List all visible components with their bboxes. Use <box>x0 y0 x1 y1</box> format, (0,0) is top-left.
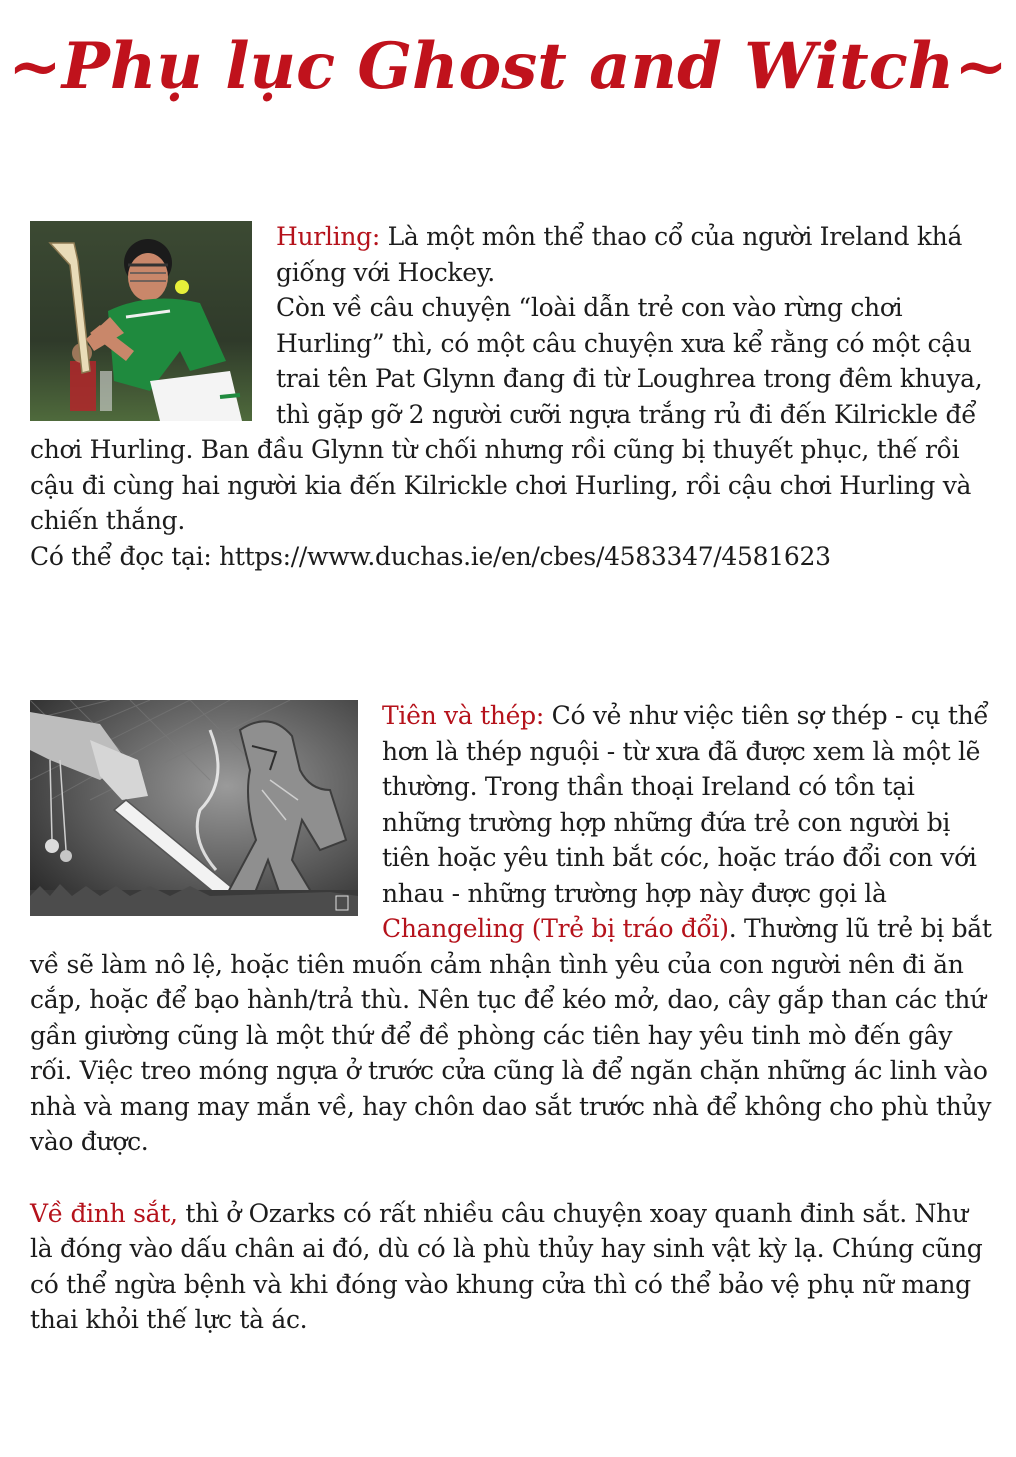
changeling-term: Changeling (Trẻ bị tráo đổi) <box>382 914 729 943</box>
fairy-steel-section <box>30 698 992 1338</box>
hurling-story-text: Còn về câu chuyện “loài dẫn trẻ con vào rừng chơi Hurling” thì, có một câu chuyện xưa kể rằng có một cậu trai tên Pat Glynn đang đi từ Loughrea trong đêm khuya, thì gặp gỡ 2 người cưỡi ngựa trắng rủ đi đến Kilrickle để chơi Hurling. Ban đầu Glynn từ chối nhưng rồi cũng bị thuyết phục, thế rồi cậu đi cùng hai người kia đến Kilrickle chơi Hurling, rồi cậu chơi Hurling và chiến thắng. <box>30 293 983 535</box>
fairy-steel-heading: Tiên và thép: <box>382 701 544 730</box>
hurling-source-text: Có thể đọc tại: https://www.duchas.ie/en/cbes/4583347/4581623 <box>30 541 831 571</box>
iron-nails-text: thì ở Ozarks có rất nhiều câu chuyện xoay quanh đinh sắt. Như là đóng vào dấu chân ai đó, dù có là phù thủy hay sinh vật kỳ lạ. Chúng cũng có thể ngừa bệnh và khi đóng vào khung cửa thì có thể bảo vệ phụ nữ mang thai khỏi thế lực tà ác. <box>30 1198 983 1334</box>
hurling-heading: Hurling: <box>276 222 380 251</box>
page-title: ~Phụ lục Ghost and Witch~ <box>8 29 1008 104</box>
iron-nails-heading: Về đinh sắt, <box>30 1198 178 1228</box>
hurling-player-image <box>30 221 252 421</box>
fairy-steel-text: Có vẻ như việc tiên sợ thép - cụ thể hơn là thép nguội - từ xưa đã được xem là một lẽ thường. Trong thần thoại Ireland có tồn tại những trường hợp những đứa trẻ con người bị tiên hoặc yêu tinh bắt cóc, hoặc tráo đổi con với nhau - những trường hợp này được gọi là <box>382 701 989 908</box>
hurling-section <box>30 219 992 574</box>
hurling-intro-text: Là một môn thể thao cổ của người Ireland khá giống với Hockey. <box>276 222 963 287</box>
changeling-text: . Thường lũ trẻ bị bắt về sẽ làm nô lệ, hoặc tiên muốn cảm nhận tình yêu của con người nên đi ăn cắp, hoặc để bạo hành/trả thù. Nên tục để kéo mở, dao, cây gắp than các thứ gần giường cũng là một thứ để đề phòng các tiên hay yêu tinh mò đến gây rối. Việc treo móng ngựa ở trước cửa cũng là để ngăn chặn những ác linh vào nhà và mang may mắn về, hay chôn dao sắt trước nhà để không cho phù thủy vào được. <box>30 914 992 1156</box>
fairy-and-knife-illustration <box>30 700 358 916</box>
